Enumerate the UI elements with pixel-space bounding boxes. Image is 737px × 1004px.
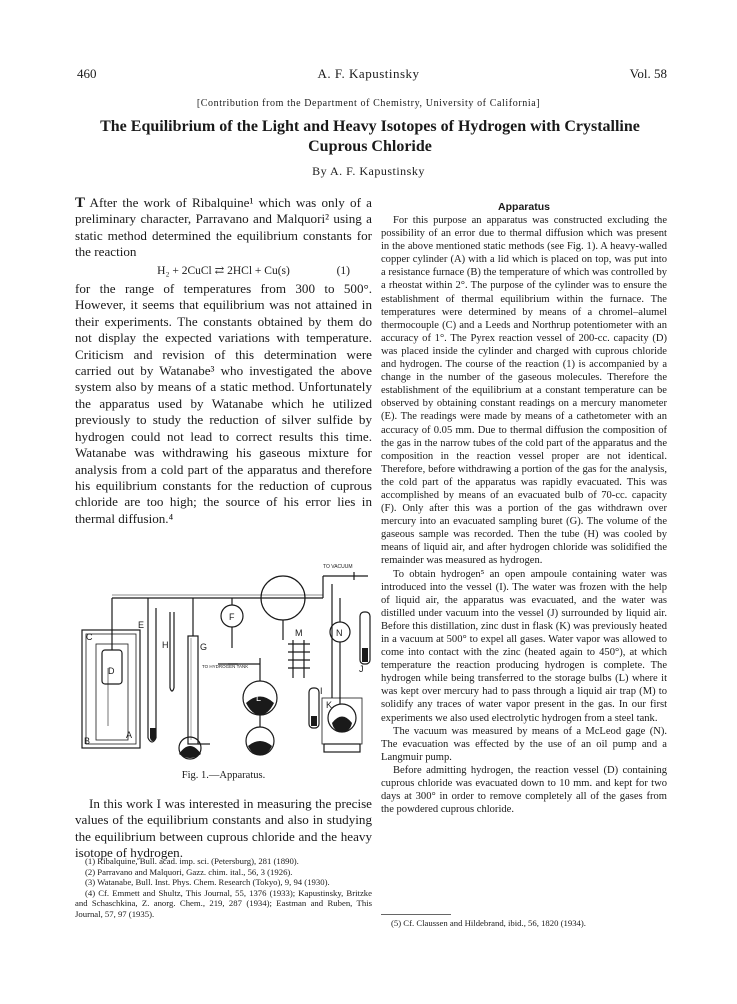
section-heading-apparatus: Apparatus <box>498 201 550 213</box>
figure-caption: Fig. 1.—Apparatus. <box>181 770 266 781</box>
footnote-5: (5) Cf. Claussen and Hildebrand, ibid., 56, 1820 (1934). <box>391 918 586 928</box>
footnote-rule <box>381 914 451 915</box>
left-column-outro <box>75 796 372 862</box>
footnotes-left <box>75 856 372 920</box>
outro-paragraph: In this work I was interested in measuring the precise values of the equilibrium constants and also in studying the equilibrium between cuprous chloride and the heavy isotope of hydrogen. <box>75 796 372 861</box>
label-F: F <box>229 612 235 622</box>
apparatus-paragraph-4: Before admitting hydrogen, the reaction vessel (D) containing cuprous chloride was evacuated down to 10 mm. and kept for two days at 300° in order to remove completely all of the gases from the powdered cuprous chloride. <box>381 764 667 816</box>
drop-cap: T <box>75 195 86 211</box>
cylinder-shape <box>96 644 128 740</box>
footnote-3: (3) Watanabe, Bull. Inst. Phys. Chem. Research (Tokyo), 9, 94 (1930). <box>85 877 330 888</box>
label-to-hydrogen-tank: TO HYDROGEN TANK <box>202 664 249 669</box>
footnote-4: (4) Cf. Emmett and Shultz, This Journal, 55, 1376 (1933); Kapustinsky, Britzke and Schaschkina, Z. anorg. Chem., 219, 287 (1934); Eastman and Ruben, This Journal, 57, 97 (1935). <box>75 887 372 919</box>
intro-paragraph-2: for the range of temperatures from 300 to 500°. However, it seems that equilibrium was not attained in their experiments. The constants obtained by them do not display the expected variations with temperature. Criticism and revision of this determination were carried out by Watanabe³ who investigated the above system also by means of a static method. Unfortunately the apparatus used by Watanabe which he utilized previously to study the reduction of silver sulfide by hydrogen could not lead to correct results this time. Watanabe was withdrawing his gaseous mixture for analysis from a cold part of the apparatus and therefore his equilibrium constants for the reduction of cuprous chloride are too high; the source of his error lies in thermal diffusion.⁴ <box>75 281 372 526</box>
footnote-2: (2) Parravano and Malquori, Gazz. chim. ital., 56, 3 (1926). <box>85 866 293 877</box>
label-D: D <box>108 666 115 676</box>
label-I: I <box>320 686 323 696</box>
label-C: C <box>86 632 93 642</box>
apparatus-paragraph-1: For this purpose an apparatus was constructed excluding the possibility of an error due to thermal diffusion which was present in the above mentioned static methods (see Fig. 1). A heavy-walled copper cylinder (A) with a lid which is placed on top, was put into a resistance furnace (B) the temperature of which was controlled by a rheostat within 2°. The purpose of the cylinder was to ensure the establishment of thermal equilibrium within the furnace. The temperatures were determined by means of a chromel–alumel thermocouple (C) and a Leeds and Northrup potentiometer with an accuracy of 1°. The Pyrex reaction vessel of 200-cc. capacity (D) was placed inside the cylinder and charged with cuprous chloride and hydrogen. The course of the reaction (1) is accompanied by a change in the number of the gaseous molecules. Therefore the establishment of the equilibrium at a constant temperature can be observed by obtaining constant readings on a mercury manometer (E). The readings were made by means of a cathetometer with an accuracy of 0.05 mm. Due to thermal diffusion the composition of the gas in the narrow tubes of the cold part of the apparatus and the composition in the reaction vessel proper are not identical. Therefore, before withdrawing a portion of the gas for the analysis, the cold part of the apparatus was rapidly evacuated. This was accomplished by means of an evacuated bulb of 70-cc. capacity (F). Only after this was a portion of the gas withdrawn over mercury into an evacuated sampling buret (G). The volume of the gaseous sample was recorded. Then the tube (H) was cooled by means of liquid air, and after hydrogen chloride was solidified the remainder was measured as hydrogen. <box>381 215 667 567</box>
reaction-equation <box>75 263 372 279</box>
label-to-vacuum: TO VACUUM <box>323 564 353 570</box>
label-E: E <box>138 620 145 630</box>
apparatus-paragraph-2: To obtain hydrogen⁵ an open ampoule containing water was introduced into the vessel (I). The water was frozen with the help of liquid air, the apparatus was evacuated, and the water was distilled under vacuum into the vessel (J) surrounded by liquid air. Before this distillation, zinc dust in flask (K) was previously heated in a vacuum at 500° to expel all gases. Water vapor was allowed to come into contact with the zinc (heated again to 450°), at which temperature the reaction producing hydrogen is complete. The hydrogen while being transferred to the storage bulbs (L) where it was kept over mercury had to pass through a liquid air trap (M) to solidify any traces of water vapor present in the gas. In our first experiments we also used electrolytic hydrogen from a steel tank. <box>381 568 667 724</box>
label-J: J <box>359 664 364 674</box>
page-number: 460 <box>77 66 97 81</box>
equation-number: (1) <box>336 264 350 277</box>
right-column-body <box>381 214 667 816</box>
label-M: M <box>295 628 303 638</box>
label-H: H <box>162 640 169 650</box>
label-A: A <box>126 730 133 740</box>
label-L: L <box>256 693 262 703</box>
label-K: K <box>326 700 333 710</box>
apparatus-diagram <box>78 548 374 768</box>
left-column-intro <box>75 195 372 527</box>
equation-text: H₂ + 2CuCl ⇄ 2HCl + Cu(s) <box>157 264 290 277</box>
running-head: A. F. Kapustinsky <box>317 66 420 81</box>
footnote-1: (1) Ribalquine, Bull. acad. imp. sci. (Petersburg), 281 (1890). <box>85 856 299 866</box>
contribution-line: [Contribution from the Department of Chemistry, University of California] <box>196 98 541 109</box>
label-N: N <box>336 628 343 638</box>
label-G: G <box>200 642 208 652</box>
label-B: B <box>84 736 91 746</box>
article-title: The Equilibrium of the Light and Heavy Isotopes of Hydrogen with Crystalline Cuprous Chloride <box>100 118 640 155</box>
apparatus-figure <box>78 548 374 768</box>
intro-text-1: After the work of Ribalquine¹ which was only of a preliminary character, Parravano and Malquori² using a static method determined the equilibrium constants for the reaction <box>75 195 372 260</box>
volume-label: Vol. 58 <box>629 66 667 81</box>
intro-paragraph-1 <box>75 195 372 261</box>
byline: By A. F. Kapustinsky <box>312 164 425 178</box>
apparatus-paragraph-3: The vacuum was measured by means of a McLeod gage (N). The evacuation was effected by the use of an oil pump and a Langmuir pump. <box>381 725 667 763</box>
